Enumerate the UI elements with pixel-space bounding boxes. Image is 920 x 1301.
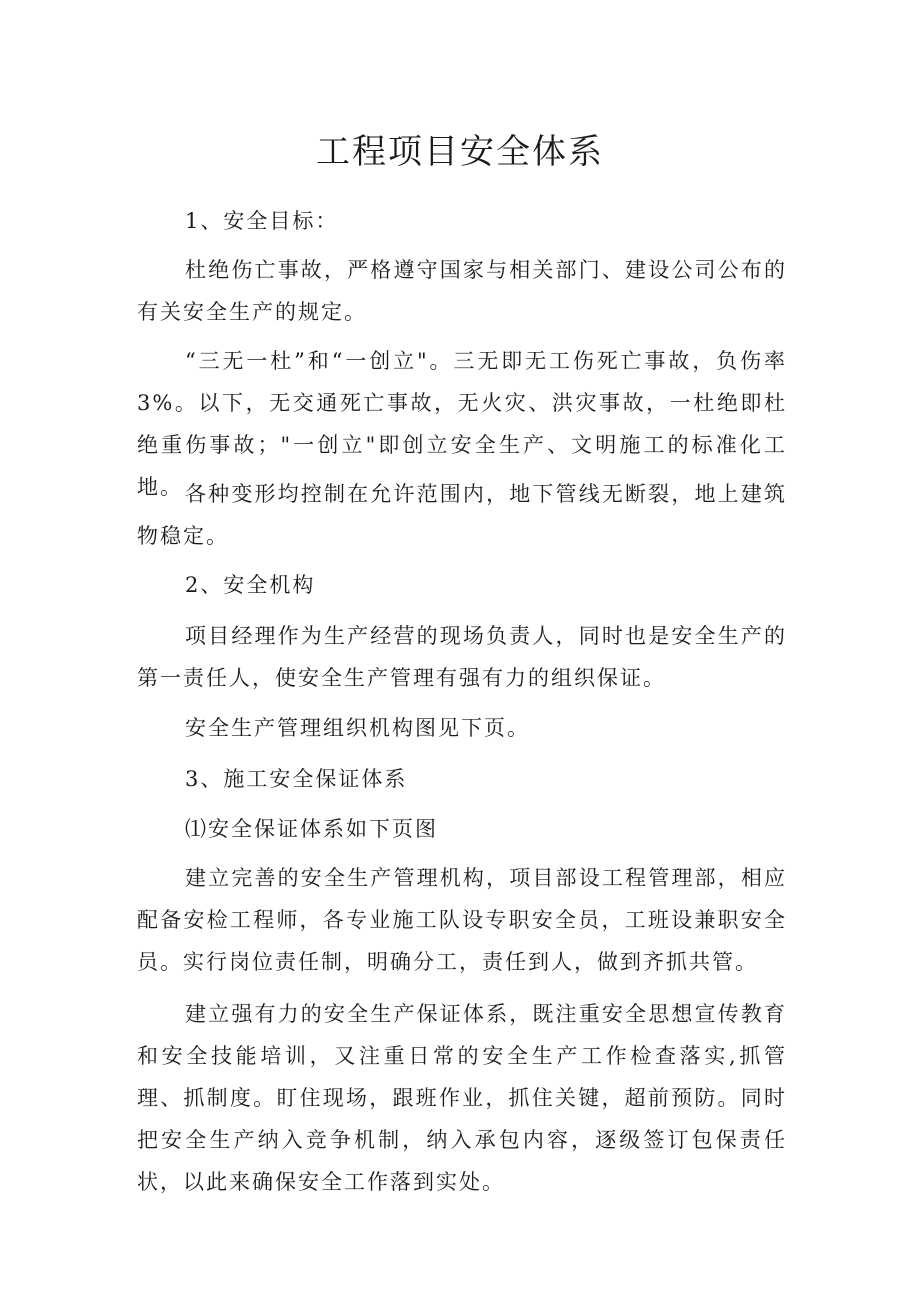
paragraph-org-chart-reference: 安全生产管理组织机构图见下页。 (185, 716, 530, 740)
subsection-heading-assurance-diagram: ⑴安全保证体系如下页图 (185, 817, 438, 841)
section-heading-safety-goals: 1、安全目标： (185, 209, 339, 233)
paragraph-safety-goal-statement: 杜绝伤亡事故，严格遵守国家与相关部门、建设公司公布的有关安全生产的规定。 (137, 258, 787, 324)
paragraph-project-manager-role: 项目经理作为生产经营的现场负责人，同时也是安全生产的第一责任人，使安全生产管理有强有力的组织保证。 (137, 624, 787, 690)
paragraph-assurance-measures: 建立强有力的安全生产保证体系，既注重安全思想宣传教育和安全技能培训，又注重日常的安全生产工作检查落实,抓管理、抓制度。盯住现场，跟班作业，抓住关键，超前预防。同时把安全生产纳入竞争机制，纳入承包内容，逐级签订包保责任状，以此来确保安全工作落到实处。 (137, 1002, 787, 1194)
document-title: 工程项目安全体系 (316, 132, 604, 172)
section-heading-safety-assurance-system: 3、施工安全保证体系 (185, 767, 408, 791)
paragraph-deformation-control: 各种变形均控制在允许范围内，地下管线无断裂，地上建筑物稳定。 (137, 482, 787, 548)
section-heading-safety-organization: 2、安全机构 (185, 573, 316, 597)
paragraph-three-no-one-create: “三无一杜”和“一创立"。三无即无工伤死亡事故，负伤率3%。以下，无交通死亡事故，无火灾、洪灾事故，一杜绝即杜绝重伤事故；"一创立"即创立安全生产、文明施工的标准化工地。 (137, 349, 787, 499)
paragraph-management-structure: 建立完善的安全生产管理机构，项目部设工程管理部，相应配备安检工程师，各专业施工队设专职安全员，工班设兼职安全员。实行岗位责任制，明确分工，责任到人，做到齐抓共管。 (137, 866, 787, 974)
